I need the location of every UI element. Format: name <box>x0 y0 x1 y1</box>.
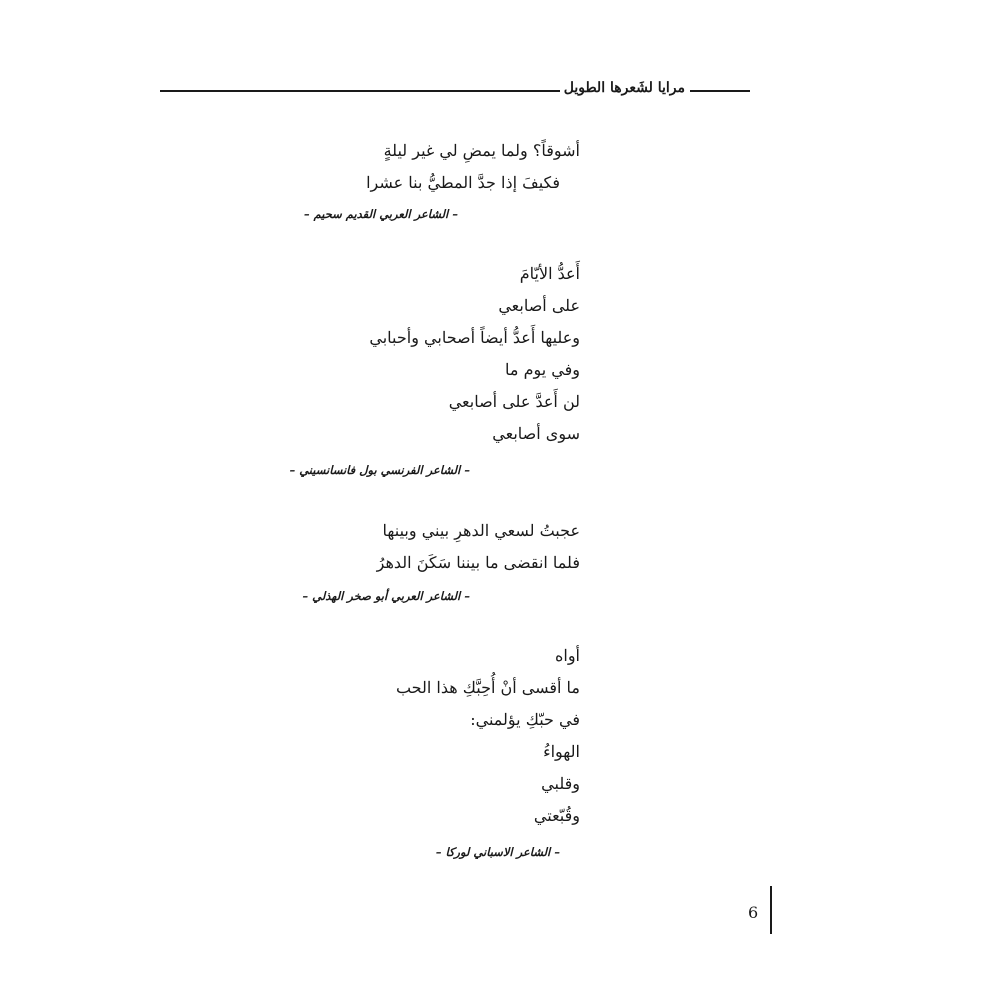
header-rule-left <box>160 90 560 92</box>
running-header <box>160 80 750 100</box>
poem-3-attribution: – الشاعر العربي أبو صخر الهذلي – <box>302 589 470 603</box>
poem-3 <box>377 515 580 579</box>
poem-4-line-6: وقُبّعتي <box>533 806 580 825</box>
poem-3-line-2: فلما انقضى ما بيننا سَكَنَ الدهرُ <box>376 553 580 572</box>
poem-4 <box>396 640 580 832</box>
poem-3-line-1: عجبتُ لسعي الدهرِ بيني وبينها <box>382 521 580 540</box>
poem-2-line-4: وفي يوم ما <box>505 360 580 379</box>
poem-4-line-1: أواه <box>555 646 580 665</box>
poem-1-line-1: أشوقاً؟ ولما يمضِ لي غير ليلةٍ <box>383 141 580 160</box>
poem-2-line-5: لن أَعدَّ على أصابعي <box>448 392 580 411</box>
poem-4-line-5: وقلبي <box>541 774 580 793</box>
poem-2 <box>369 258 580 450</box>
poem-2-line-3: وعليها أَعدُّ أيضاً أصحابي وأحبابي <box>369 328 580 347</box>
poem-2-line-2: على أصابعي <box>498 296 580 315</box>
poem-2-line-1: أَعدُّ الأيّامَ <box>519 264 580 283</box>
poem-4-line-2: ما أقسى أنْ أُحِبَّكِ هذا الحب <box>395 678 580 697</box>
poem-2-line-6: سوى أصابعي <box>492 424 580 443</box>
header-rule-right <box>690 90 750 92</box>
poem-4-attribution: – الشاعر الاسباني لوركا – <box>435 845 560 859</box>
header-title: مرايا لشَعرها الطويل <box>563 80 685 96</box>
poem-4-line-3: في حبّكِ يؤلمني: <box>470 710 580 729</box>
page-number-rule <box>770 886 772 934</box>
poem-1-line-2: فكيفَ إذا جدَّ المطيُّ بنا عشرا <box>366 173 560 192</box>
poem-4-line-4: الهواءُ <box>543 742 580 761</box>
poem-1 <box>366 135 580 199</box>
page-number: 6 <box>748 903 759 922</box>
poem-1-attribution: – الشاعر العربي القديم سحيم – <box>303 207 458 221</box>
poem-2-attribution: – الشاعر الفرنسي بول فانسانسيني – <box>289 463 470 477</box>
